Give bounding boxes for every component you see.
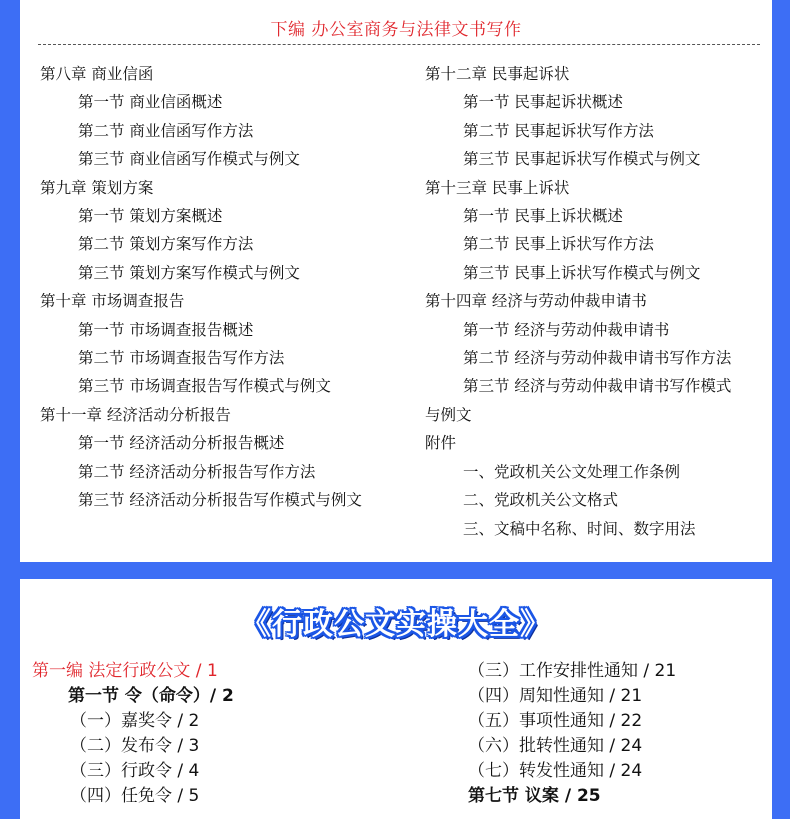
contents-panel-lower-volume: [20, 0, 772, 562]
toc-left-column: [40, 60, 425, 515]
toc-right-column: [425, 60, 770, 543]
toc-entry: 第二节 民事起诉状写作方法: [463, 121, 654, 140]
toc-entry: （三）工作安排性通知 / 21: [468, 661, 677, 681]
toc-entry: （四）周知性通知 / 21: [468, 686, 643, 706]
toc-entry: 第二节 市场调查报告写作方法: [78, 349, 285, 368]
toc-entry: 第三节 商业信函写作模式与例文: [78, 150, 300, 169]
toc-entry: 第一节 商业信函概述: [78, 93, 223, 112]
toc-entry: 第一节 民事上诉状概述: [463, 207, 623, 226]
toc-entry: 第一节 策划方案概述: [78, 207, 223, 226]
toc-entry: 第三节 市场调查报告写作模式与例文: [78, 377, 331, 396]
toc-entry: 附件: [425, 434, 457, 453]
toc-entry: （三）行政令 / 4: [70, 761, 200, 781]
toc-entry: 第八章 商业信函: [40, 65, 154, 83]
toc-entry: 第三节 策划方案写作模式与例文: [78, 263, 300, 282]
toc-entry: （六）批转性通知 / 24: [468, 736, 643, 756]
toc-entry: 第一节 经济活动分析报告概述: [78, 434, 285, 453]
toc-entry: 第一节 经济与劳动仲裁申请书: [463, 320, 670, 339]
toc-entry: 第一编 法定行政公文 / 1: [32, 661, 218, 681]
toc-entry: 第二节 经济与劳动仲裁申请书写作方法: [463, 349, 732, 368]
toc-entry: 第七节 议案 / 25: [468, 786, 601, 806]
toc-entry: 与例文: [425, 405, 472, 424]
toc-entry: 第一节 市场调查报告概述: [78, 320, 254, 339]
toc-entry: 第二节 经济活动分析报告写作方法: [78, 462, 316, 481]
toc-entry: 第十一章 经济活动分析报告: [40, 405, 231, 424]
contents-panel-book: [20, 579, 772, 819]
book-toc-right-column: [450, 659, 772, 809]
toc-entry: （一）嘉奖令 / 2: [70, 711, 200, 731]
toc-entry: 第三节 经济活动分析报告写作模式与例文: [78, 491, 362, 510]
toc-entry: 第十四章 经济与劳动仲裁申请书: [425, 292, 647, 311]
toc-entry: 第十二章 民事起诉状: [425, 65, 570, 83]
toc-entry: 第三节 民事上诉状写作模式与例文: [463, 263, 701, 282]
toc-entry: 三、文稿中名称、时间、数字用法: [463, 519, 696, 538]
toc-entry: 第一节 令（命令）/ 2: [68, 686, 234, 706]
toc-entry: （二）发布令 / 3: [70, 736, 200, 756]
toc-entry: 第三节 经济与劳动仲裁申请书写作模式: [463, 377, 732, 396]
toc-entry: （五）事项性通知 / 22: [468, 711, 643, 731]
toc-entry: 第十三章 民事上诉状: [425, 178, 570, 197]
toc-entry: 第二节 民事上诉状写作方法: [463, 235, 654, 254]
toc-entry: 二、党政机关公文格式: [463, 491, 619, 510]
toc-entry: （四）任免令 / 5: [70, 786, 200, 806]
toc-entry: 第一节 民事起诉状概述: [463, 93, 623, 112]
toc-entry: 第二节 商业信函写作方法: [78, 121, 254, 140]
toc-entry: 第九章 策划方案: [40, 178, 154, 197]
volume-title: 下编 办公室商务与法律文书写作: [270, 20, 522, 40]
book-toc-left-column: [32, 659, 452, 809]
toc-entry: 第十章 市场调查报告: [40, 292, 185, 311]
toc-entry: 第二节 策划方案写作方法: [78, 235, 254, 254]
dashed-divider: [38, 44, 760, 45]
toc-entry: 一、党政机关公文处理工作条例: [463, 462, 681, 481]
book-title: 《行政公文实操大全》: [241, 607, 551, 642]
toc-entry: （七）转发性通知 / 24: [468, 761, 643, 781]
toc-entry: 第三节 民事起诉状写作模式与例文: [463, 150, 701, 169]
